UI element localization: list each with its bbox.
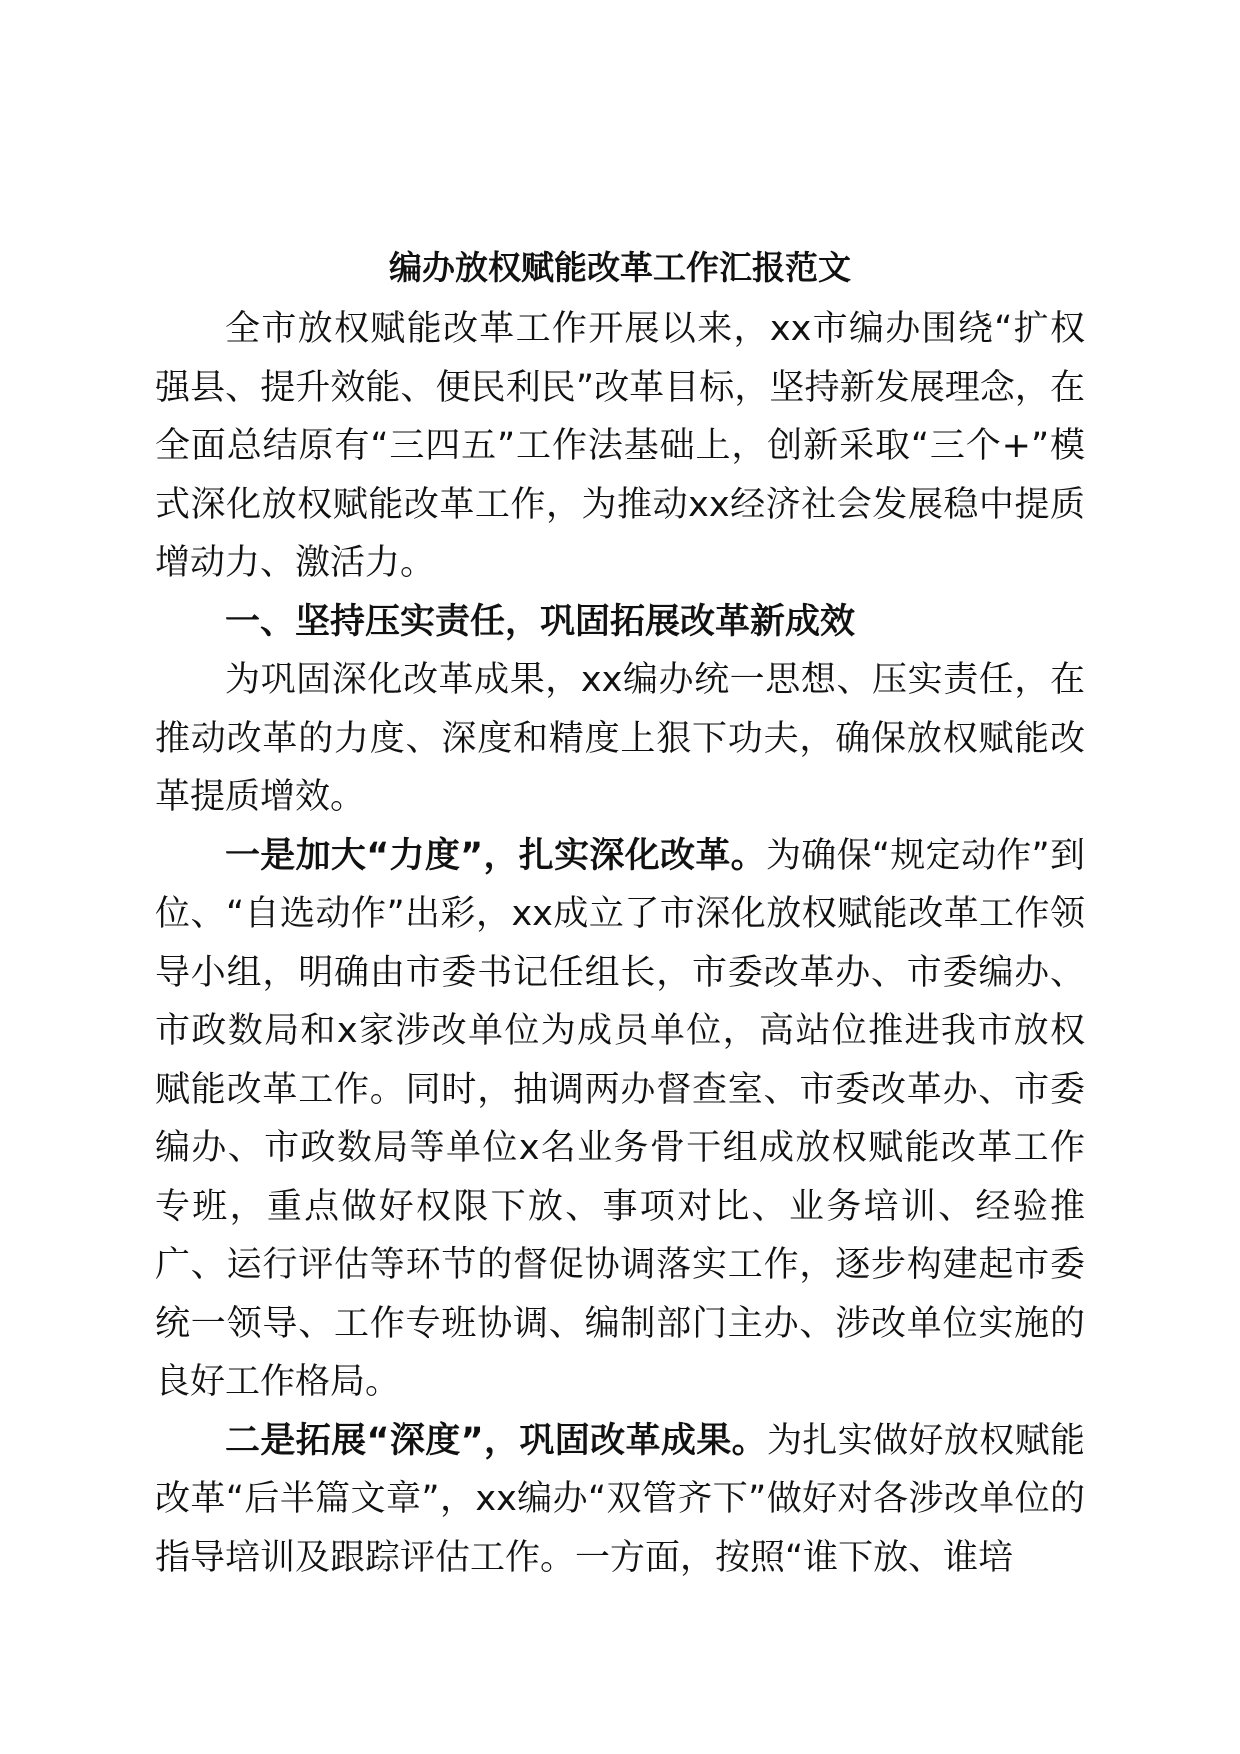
point-2-lead: 二是拓展“深度”，巩固改革成果。 (225, 1420, 767, 1461)
document-title: 编办放权赋能改革工作汇报范文 (389, 248, 851, 287)
point-1-paragraph (155, 827, 1085, 1412)
point-1-text: 为确保“规定动作”到位、“自选动作”出彩，xx成立了市深化放权赋能改革工作领导小组，明确由市委书记任组长，市委改革办、市委编办、市政数局和x家涉改单位为成员单位，高站位推进我市放权赋能改革工作。同时，抽调两办督查室、市委改革办、市委编办、市政数局等单位x名业务骨干组成放权赋能改革工作专班，重点做好权限下放、事项对比、业务培训、经验推广、运行评估等环节的督促协调落实工作，逐步构建起市委统一领导、工作专班协调、编制部门主办、涉改单位实施的良好工作格局。 (155, 835, 1085, 1402)
point-2-paragraph (155, 1412, 1085, 1588)
section-heading-1: 一、坚持压实责任，巩固拓展改革新成效 (225, 601, 856, 642)
intro-paragraph: 全市放权赋能改革工作开展以来，xx市编办围绕“扩权强县、提升效能、便民利民”改革目标，坚持新发展理念，在全面总结原有“三四五”工作法基础上，创新采取“三个+”模式深化放权赋能改革工作，为推动xx经济社会发展稳中提质增动力、激活力。 (155, 309, 1085, 583)
point-1-lead: 一是加大“力度”，扎实深化改革。 (225, 835, 766, 876)
point-2-text: 为扎实做好放权赋能改革“后半篇文章”，xx编办“双管齐下”做好对各涉改单位的指导培训及跟踪评估工作。一方面，按照“谁下放、谁培 (155, 1420, 1085, 1578)
document-body (155, 300, 1085, 1587)
section-1-intro-paragraph: 为巩固深化改革成果，xx编办统一思想、压实责任，在推动改革的力度、深度和精度上狠下功夫，确保放权赋能改革提质增效。 (155, 660, 1085, 817)
